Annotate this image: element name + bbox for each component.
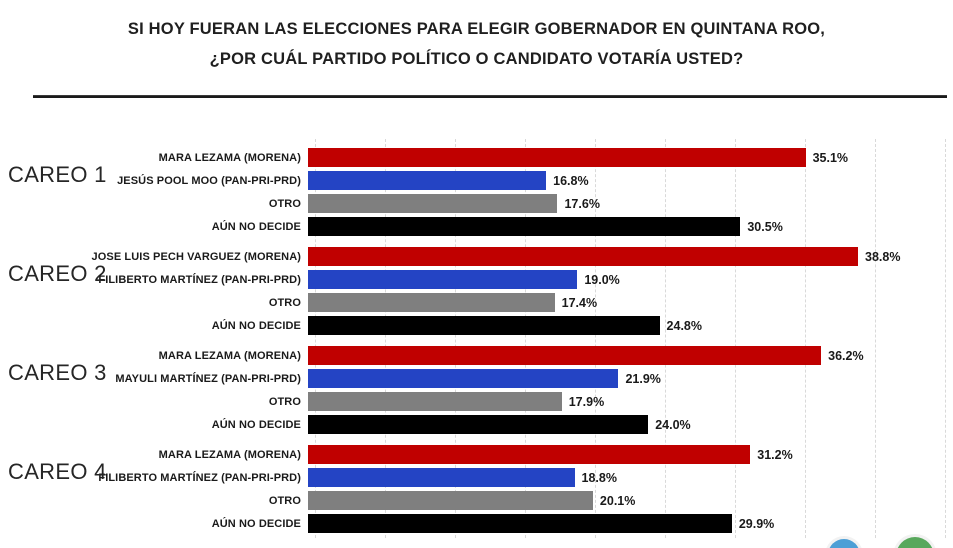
careo-group-2 (0, 247, 953, 335)
bar-otro (308, 293, 555, 312)
bar-row (0, 468, 953, 487)
bar-otro (308, 392, 562, 411)
bar-row (0, 514, 953, 533)
bar-alliance (308, 369, 618, 388)
value-label: 31.2% (757, 447, 793, 462)
value-label: 17.9% (568, 394, 605, 409)
bar-undecided (308, 514, 732, 533)
bar-morena (308, 148, 806, 167)
bar-row (0, 346, 953, 365)
careo-group-1 (0, 148, 953, 236)
category-label: OTRO (268, 197, 301, 210)
bar-otro (308, 194, 557, 213)
group-label: CAREO 4 (8, 459, 107, 484)
bar-row (0, 217, 953, 236)
value-label: 35.1% (812, 150, 849, 165)
value-label: 16.8% (553, 173, 589, 188)
category-label: AÚN NO DECIDE (211, 517, 301, 530)
bar-row (0, 415, 953, 434)
page-title-line1: SI HOY FUERAN LAS ELECCIONES PARA ELEGIR GOBERNADOR EN QUINTANA ROO, (127, 20, 826, 38)
social-icon-green[interactable] (896, 537, 934, 548)
bar-morena (308, 346, 821, 365)
bar-row (0, 293, 953, 312)
value-label: 20.1% (599, 493, 636, 508)
category-label: AÚN NO DECIDE (211, 418, 301, 431)
value-label: 36.2% (828, 348, 864, 363)
bar-row (0, 392, 953, 411)
value-label: 17.6% (564, 196, 600, 211)
careo-group-4 (0, 445, 953, 533)
group-label: CAREO 3 (8, 360, 107, 385)
bar-otro (308, 491, 593, 510)
bar-row (0, 491, 953, 510)
bar-morena (308, 247, 858, 266)
value-label: 19.0% (584, 272, 620, 287)
chart-header (0, 0, 953, 74)
grouped-bar-chart (0, 148, 953, 533)
value-label: 18.8% (581, 470, 617, 485)
category-label: AÚN NO DECIDE (211, 319, 301, 332)
bar-row (0, 369, 953, 388)
value-label: 38.8% (865, 249, 901, 264)
value-label: 17.4% (561, 295, 598, 310)
bar-alliance (308, 171, 546, 190)
bar-morena (308, 445, 750, 464)
bar-row (0, 247, 953, 266)
bar-alliance (308, 270, 577, 289)
category-label: JOSE LUIS PECH VARGUEZ (MORENA) (91, 250, 301, 263)
category-label: MARA LEZAMA (MORENA) (158, 349, 301, 362)
category-label: MARA LEZAMA (MORENA) (158, 448, 301, 461)
category-label: JESÚS POOL MOO (PAN-PRI-PRD) (117, 174, 301, 187)
bar-row (0, 270, 953, 289)
category-label: MAYULI MARTÍNEZ (PAN-PRI-PRD) (115, 372, 301, 385)
careo-group-3 (0, 346, 953, 434)
bar-undecided (308, 217, 740, 236)
bar-row (0, 171, 953, 190)
category-label: FILIBERTO MARTÍNEZ (PAN-PRI-PRD) (98, 273, 301, 286)
bar-row (0, 148, 953, 167)
bar-alliance (308, 468, 575, 487)
bar-row (0, 445, 953, 464)
bar-row (0, 194, 953, 213)
group-label: CAREO 2 (8, 261, 107, 286)
value-label: 30.5% (747, 219, 783, 234)
group-label: CAREO 1 (8, 162, 107, 187)
value-label: 29.9% (738, 516, 775, 531)
bar-undecided (308, 316, 660, 335)
bar-row (0, 316, 953, 335)
value-label: 24.8% (666, 318, 702, 333)
category-label: FILIBERTO MARTÍNEZ (PAN-PRI-PRD) (98, 471, 301, 484)
category-label: OTRO (268, 395, 301, 408)
page-title-line2: ¿POR CUÁL PARTIDO POLÍTICO O CANDIDATO VOTARÍA USTED? (209, 50, 744, 68)
value-label: 24.0% (655, 417, 691, 432)
category-label: OTRO (268, 494, 301, 507)
value-label: 21.9% (625, 371, 661, 386)
category-label: MARA LEZAMA (MORENA) (158, 151, 301, 164)
category-label: AÚN NO DECIDE (211, 220, 301, 233)
category-label: OTRO (268, 296, 301, 309)
header-divider (33, 95, 947, 98)
bar-undecided (308, 415, 648, 434)
social-icon-blue[interactable] (828, 539, 860, 548)
